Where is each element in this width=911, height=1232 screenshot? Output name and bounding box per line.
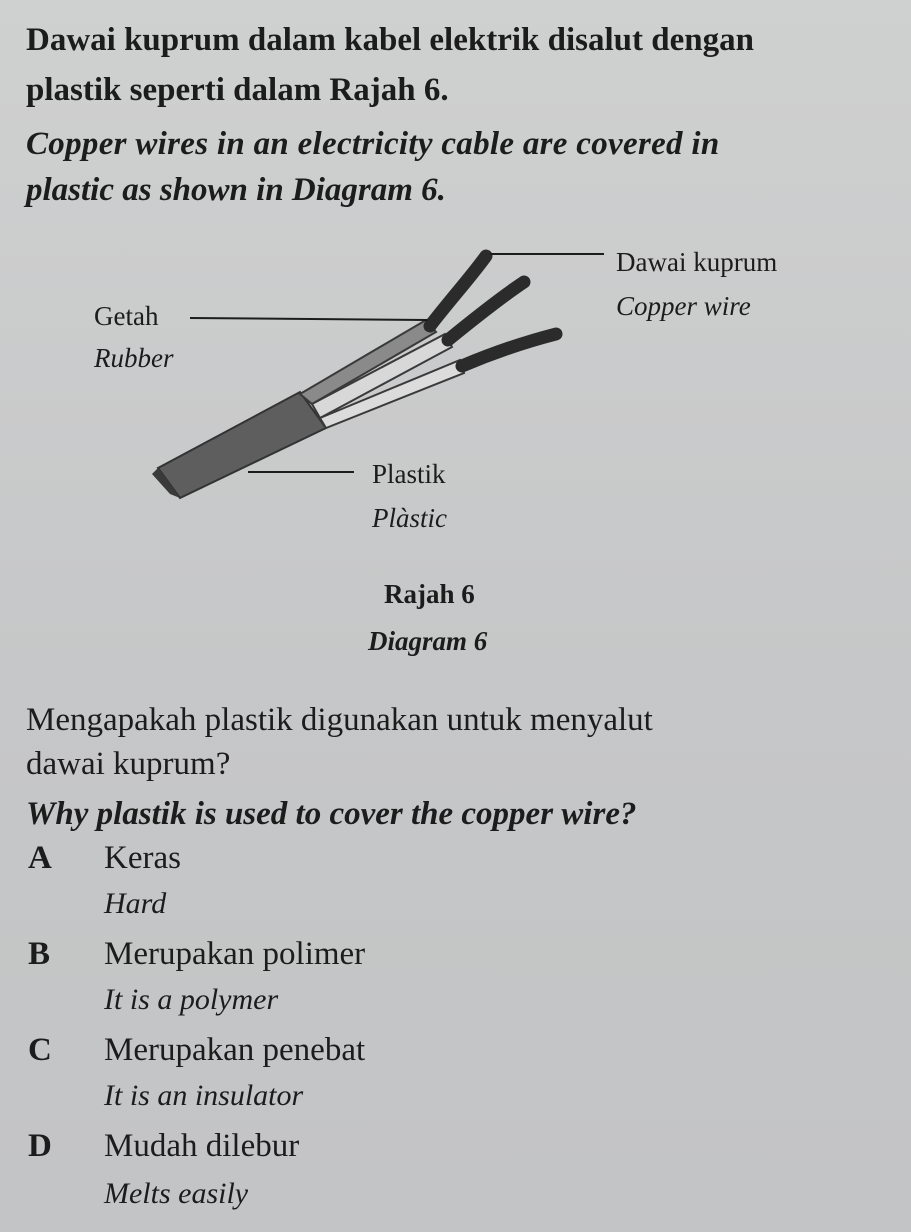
option-a-english: Hard [104,887,167,920]
copper-wire-1 [430,256,486,326]
option-a-malay: Keras [104,840,181,876]
label-copper-malay: Dawai kuprum [616,247,778,277]
intro-malay-line-1: Dawai kuprum dalam kabel elektrik disalut dengan [26,22,754,58]
label-rubber-malay: Getah [94,301,159,331]
copper-wire-3 [462,334,556,366]
intro-english-line-2: plastic as shown in Diagram 6. [26,172,446,208]
plastic-sheath [158,392,326,498]
option-b-english: It is a polymer [104,983,279,1016]
label-rubber-english: Rubber [94,343,174,373]
diagram-caption-english: Diagram 6 [368,626,488,656]
question-english: Why plastik is used to cover the copper wire? [26,796,637,832]
option-b-letter: B [28,936,51,972]
rubber-wire-2 [312,334,452,418]
option-d-english: Melts easily [104,1177,249,1210]
label-plastic-english: Plàstic [372,503,447,533]
intro-malay-line-2: plastik seperti dalam Rajah 6. [26,72,449,108]
question-malay-line-1: Mengapakah plastik digunakan untuk menyalut [26,702,653,738]
label-plastic-malay: Plastik [372,459,446,489]
label-copper-english: Copper wire [616,291,751,321]
intro-english-line-1: Copper wires in an electricity cable are covered in [26,126,720,162]
option-c-malay: Merupakan penebat [104,1032,366,1068]
rubber-leader-line [190,318,428,320]
option-c-letter: C [28,1032,52,1068]
option-d-malay: Mudah dilebur [104,1128,300,1164]
option-b-malay: Merupakan polimer [104,936,366,972]
rubber-wire-3 [320,360,464,428]
diagram-caption-malay: Rajah 6 [384,579,475,609]
plastic-sheath-end [152,468,180,498]
option-d-letter: D [28,1128,52,1164]
copper-wire-2 [448,282,524,340]
option-c-english: It is an insulator [104,1079,304,1112]
rubber-wire-1 [300,320,436,404]
question-malay-line-2: dawai kuprum? [26,746,231,782]
option-a-letter: A [28,840,52,876]
